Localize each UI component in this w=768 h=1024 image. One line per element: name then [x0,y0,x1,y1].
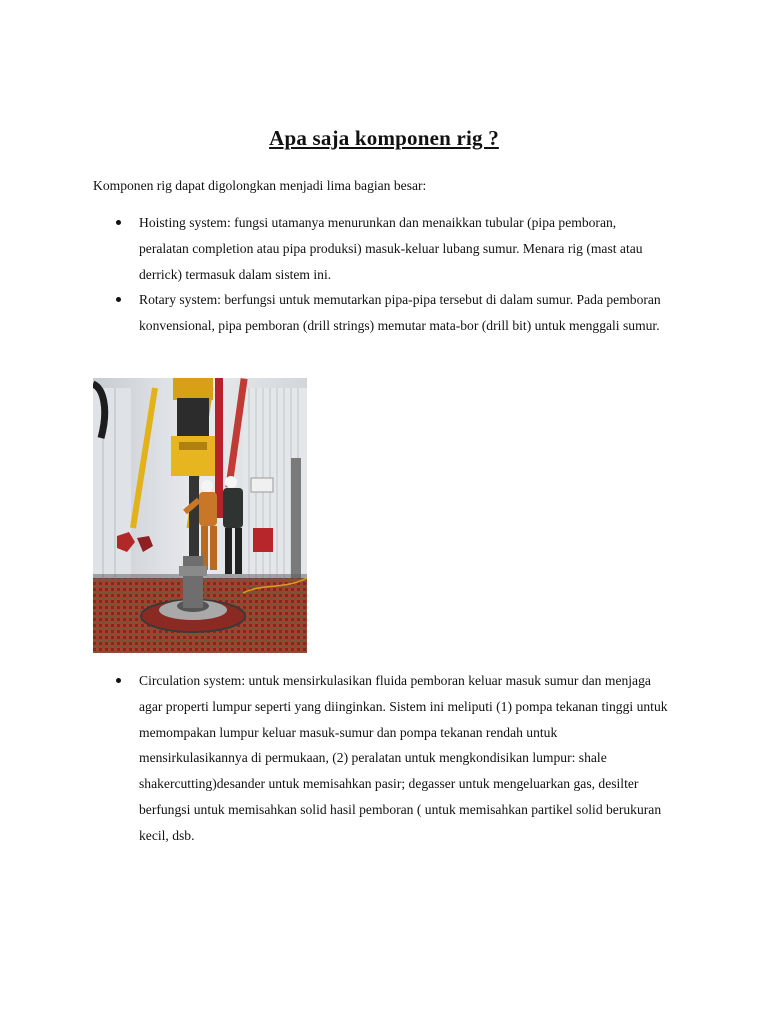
bullet-list-top [0,210,768,339]
list-item-circulation [0,668,768,849]
bullet-list-bottom [0,668,768,849]
intro-paragraph: Komponen rig dapat digolongkan menjadi lima bagian besar: [93,178,427,193]
bullet-icon [116,678,121,683]
list-item-rotary [0,287,768,339]
bullet-icon [116,297,121,302]
page-title: Apa saja komponen rig ? [269,126,499,150]
list-item-text: Rotary system: berfungsi untuk memutarkan pipa-pipa tersebut di dalam sumur. Pada pemboran konvensional, pipa pemboran (drill strings) memutar mata-bor (drill bit) untuk menggali sumur. [139,292,661,334]
list-item-hoisting [0,210,768,287]
list-item-text: Hoisting system: fungsi utamanya menurunkan dan menaikkan tubular (pipa pemboran, peralatan completion atau pipa produksi) masuk-keluar lubang sumur. Menara rig (mast atau derrick) termasuk dalam sistem ini. [139,215,643,282]
rig-floor-photo [93,378,307,653]
list-item-text: Circulation system: untuk mensirkulasikan fluida pemboran keluar masuk sumur dan menjaga agar properti lumpur seperti yang diinginkan. Sistem ini meliputi (1) pompa tekanan tinggi untuk memompakan lumpur keluar masuk-sumur dan pompa tekanan rendah untuk mensirkulasikannya di permukaan, (2) peralatan untuk mengkondisikan lumpur: shale shakercutting)desander untuk memisahkan pasir; degasser untuk mengeluarkan gas, desilter berfungsi untuk memisahkan solid hasil pemboran ( untuk memisahkan partikel solid berukuran kecil, dsb. [139,673,668,843]
bullet-icon [116,220,121,225]
